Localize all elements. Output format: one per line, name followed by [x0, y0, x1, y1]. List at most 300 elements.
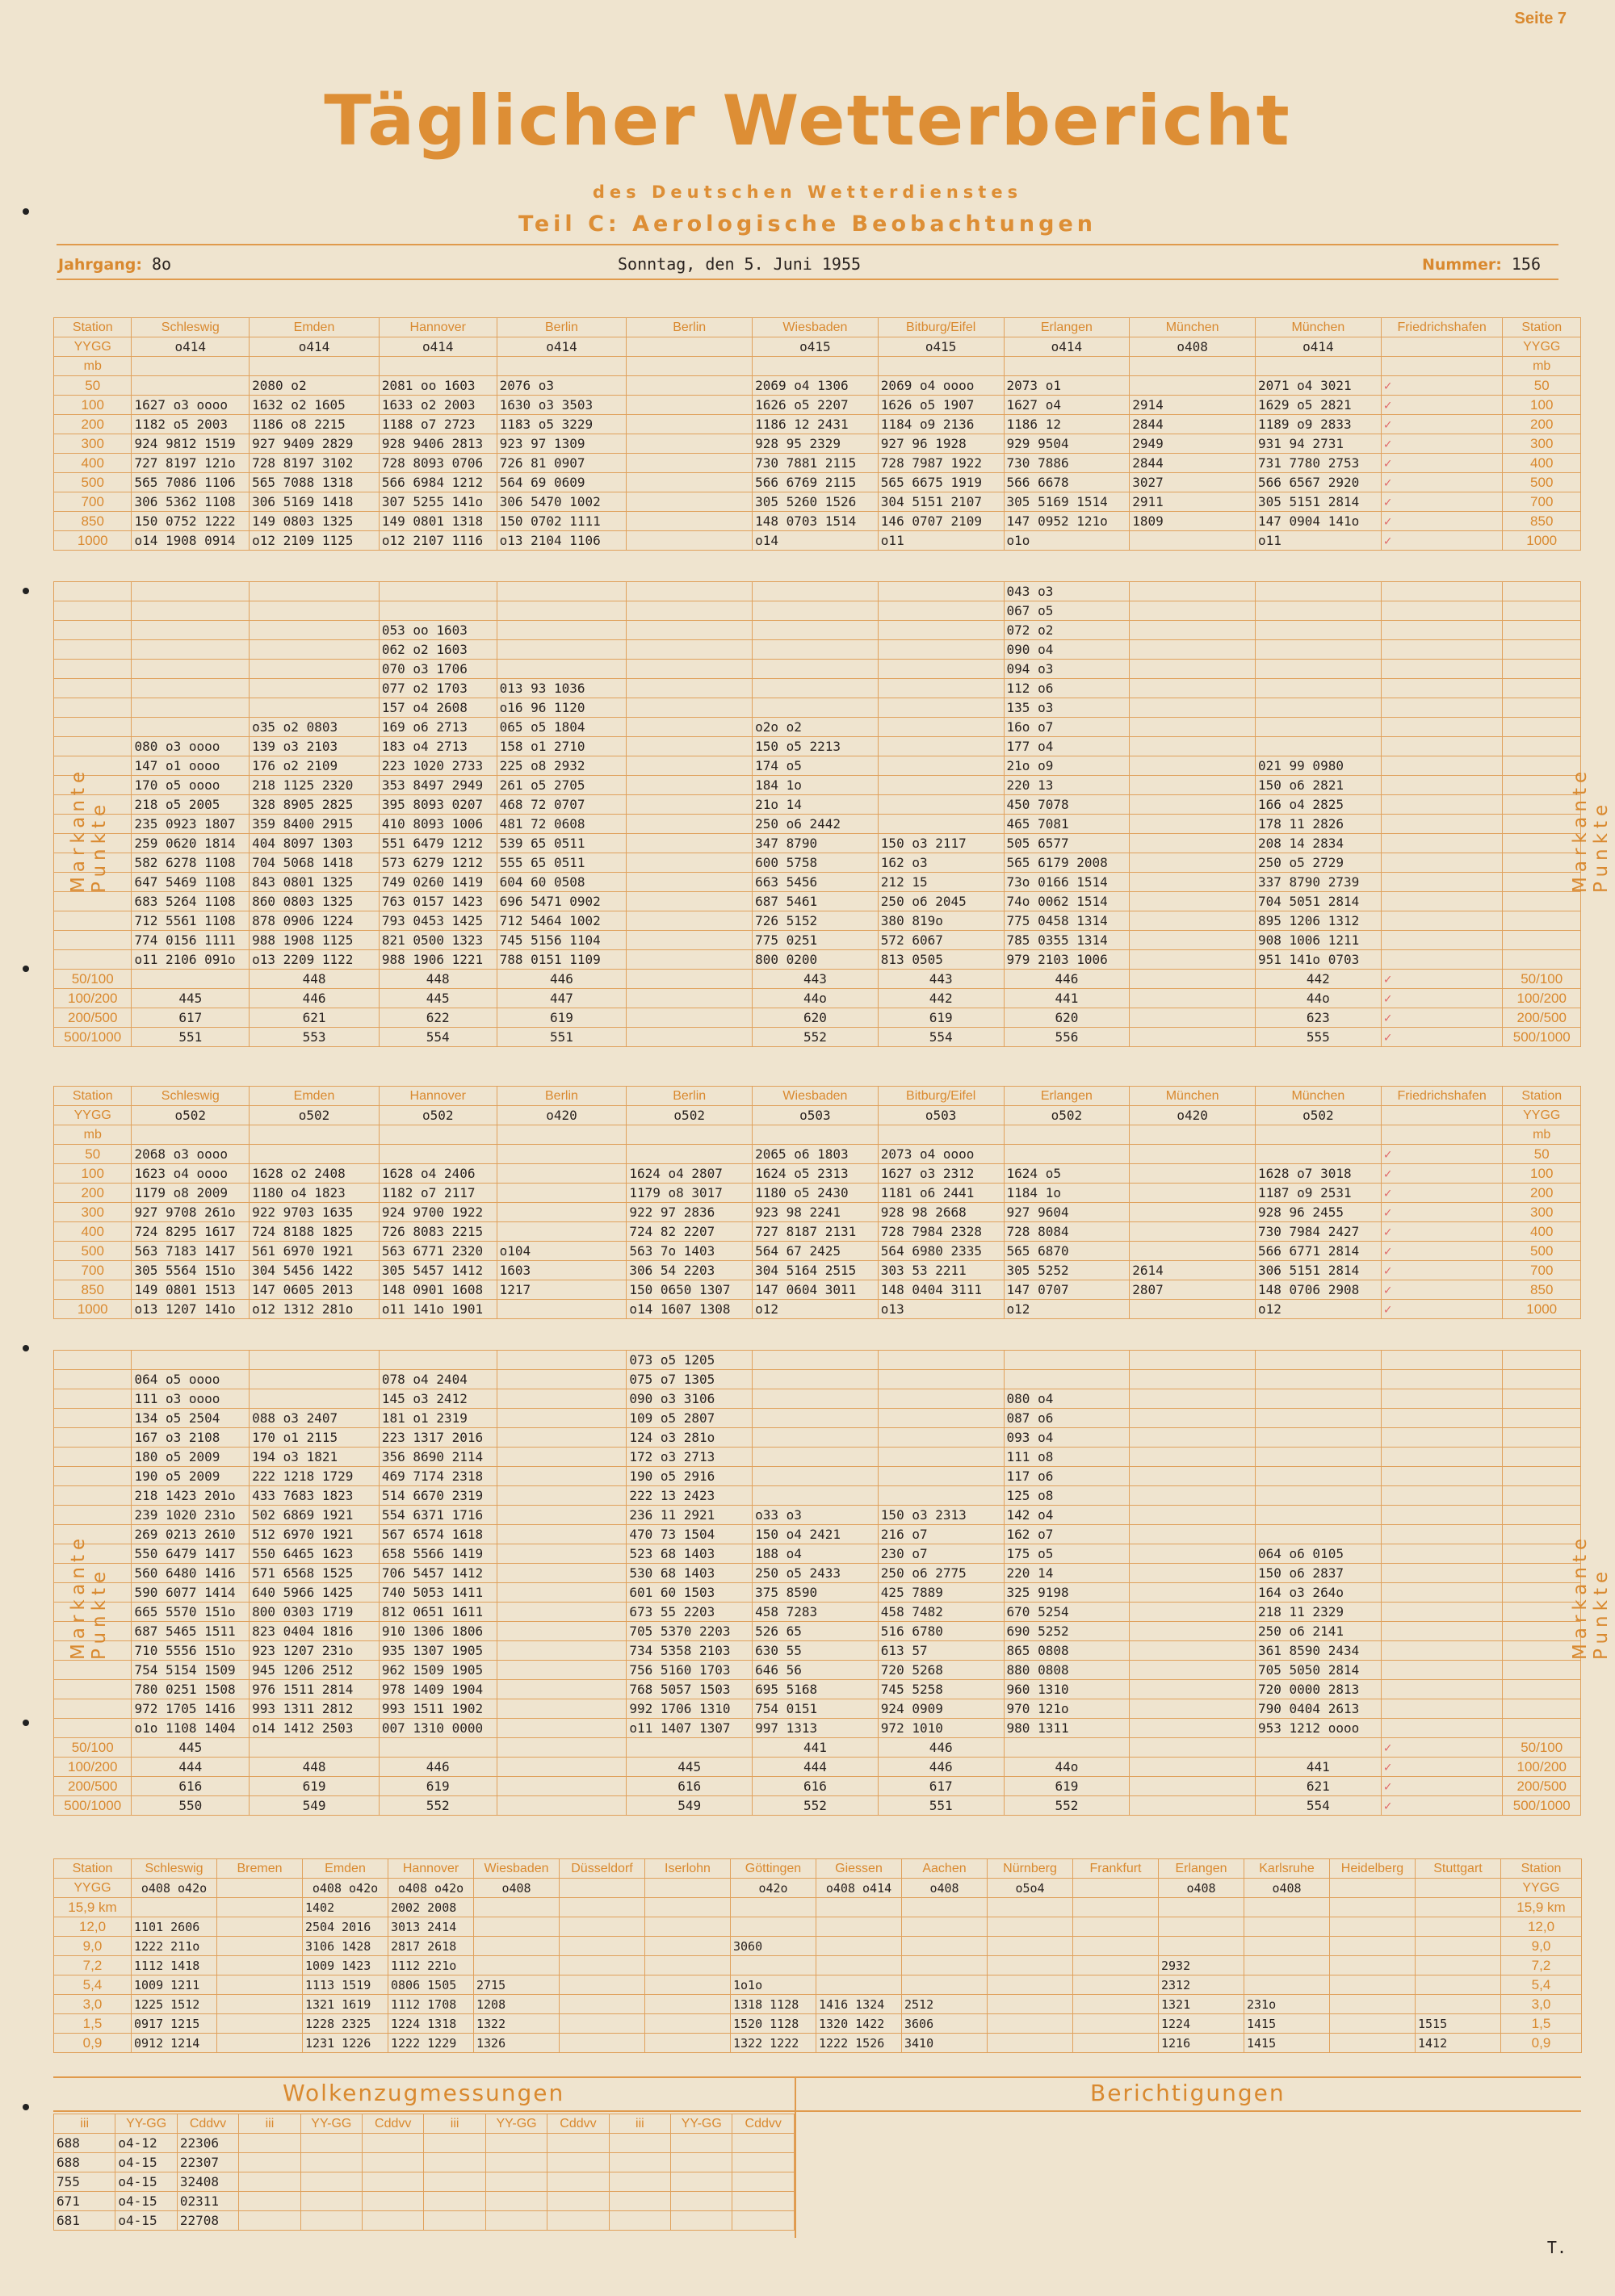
data-cell: 601 60 1503: [627, 1583, 753, 1603]
station-time: o502: [132, 1106, 250, 1125]
data-cell: 754 0151: [753, 1699, 879, 1719]
data-cell: [627, 454, 753, 473]
data-cell: [497, 1583, 627, 1603]
summary-cell: 441: [753, 1738, 879, 1758]
data-cell: 970 121o: [1004, 1699, 1130, 1719]
wolken-header: Cddvv: [732, 2114, 795, 2134]
summary-cell: 616: [753, 1777, 879, 1796]
station-time: o414: [1256, 337, 1382, 357]
data-cell: 1222 1526: [816, 2034, 902, 2053]
data-cell: 1632 o2 1605: [250, 396, 380, 415]
table-row: [54, 776, 1581, 795]
data-cell: 194 o3 1821: [250, 1448, 380, 1467]
empty-cell: [671, 2211, 732, 2231]
data-cell: 180 o5 2009: [132, 1448, 250, 1467]
station-name: Berlin: [497, 318, 627, 337]
empty-cell: [732, 2192, 795, 2211]
data-cell: [1130, 1409, 1256, 1428]
data-cell: [753, 698, 879, 718]
summary-cell: [627, 1008, 753, 1028]
data-cell: 860 0803 1325: [250, 892, 380, 911]
station-time: o502: [250, 1106, 380, 1125]
yygg-header: YYGG: [1501, 1879, 1582, 1898]
data-cell: [878, 621, 1004, 640]
data-cell: 630 55: [753, 1641, 879, 1661]
data-cell: 1624 o4 2807: [627, 1164, 753, 1184]
level-label: 400: [1503, 454, 1581, 473]
data-cell: 561 6970 1921: [250, 1242, 380, 1261]
subheader: [497, 1125, 627, 1145]
data-cell: [497, 1184, 627, 1203]
data-cell: [753, 1351, 879, 1370]
data-cell: 1416 1324: [816, 1995, 902, 2014]
data-cell: 997 1313: [753, 1719, 879, 1738]
side-cell: [1503, 582, 1581, 601]
data-cell: 306 5470 1002: [497, 492, 627, 512]
data-cell: [753, 1389, 879, 1409]
summary-label: 50/100: [54, 1738, 132, 1758]
data-cell: o11 1407 1307: [627, 1719, 753, 1738]
data-cell: 1627 o3 oooo: [132, 396, 250, 415]
empty-cell: [485, 2153, 547, 2172]
data-cell: [645, 1995, 731, 2014]
data-cell: 673 55 2203: [627, 1603, 753, 1622]
data-cell: [379, 1145, 497, 1164]
station-time: o414: [132, 337, 250, 357]
level-label: 200: [54, 1184, 132, 1203]
data-cell: 150 o4 2421: [753, 1525, 879, 1544]
station-name: München: [1256, 1087, 1382, 1106]
data-cell: 078 o4 2404: [379, 1370, 497, 1389]
data-cell: [816, 1937, 902, 1956]
data-cell: 22307: [177, 2153, 238, 2172]
station-name: Hannover: [379, 318, 497, 337]
summary-cell: 620: [1004, 1008, 1130, 1028]
data-cell: 250 o6 2045: [878, 892, 1004, 911]
data-cell: [627, 660, 753, 679]
data-cell: 962 1509 1905: [379, 1661, 497, 1680]
station-name: Stuttgart: [1416, 1859, 1501, 1879]
data-cell: 563 7o 1403: [627, 1242, 753, 1261]
data-cell: [497, 1506, 627, 1525]
data-cell: [1256, 737, 1382, 756]
data-cell: [627, 698, 753, 718]
data-cell: o12 1312 281o: [250, 1300, 380, 1319]
data-cell: 927 9708 261o: [132, 1203, 250, 1222]
data-cell: 32408: [177, 2172, 238, 2192]
data-cell: 2512: [902, 1995, 988, 2014]
data-cell: [1256, 1370, 1382, 1389]
data-cell: 22708: [177, 2211, 238, 2231]
side-cell: [54, 911, 132, 931]
summary-cell: 550: [132, 1796, 250, 1816]
data-cell: [627, 621, 753, 640]
summary-cell: [497, 1758, 627, 1777]
data-cell: 135 o3: [1004, 698, 1130, 718]
summary-label: 100/200: [1503, 1758, 1581, 1777]
summary-cell: 442: [878, 989, 1004, 1008]
data-cell: 1112 1708: [388, 1995, 474, 2014]
empty-cell: [671, 2192, 732, 2211]
wolken-table: [53, 2114, 795, 2231]
wolken-header: YY-GG: [485, 2114, 547, 2134]
data-cell: 353 8497 2949: [379, 776, 497, 795]
data-cell: 571 6568 1525: [250, 1564, 380, 1583]
level-label: 850: [1503, 512, 1581, 531]
data-cell: 813 0505: [878, 950, 1004, 970]
data-cell: [627, 834, 753, 853]
data-cell: 21o 14: [753, 795, 879, 815]
data-cell: 523 68 1403: [627, 1544, 753, 1564]
station-time: o502: [1004, 1106, 1130, 1125]
data-cell: o35 o2 0803: [250, 718, 380, 737]
data-cell: 162 o3: [878, 853, 1004, 873]
data-cell: 433 7683 1823: [250, 1486, 380, 1506]
empty-cell: [300, 2172, 362, 2192]
data-cell: 3606: [902, 2014, 988, 2034]
subheader: [250, 1125, 380, 1145]
station-name: Wiesbaden: [753, 318, 879, 337]
data-cell: 1224 1318: [388, 2014, 474, 2034]
data-cell: [1130, 1428, 1256, 1448]
table-row: [54, 1467, 1581, 1486]
data-cell: 220 13: [1004, 776, 1130, 795]
data-cell: 1628 o4 2406: [379, 1164, 497, 1184]
berichtigungen-title: Berichtigungen: [1090, 2080, 1286, 2106]
data-cell: o12 2109 1125: [250, 531, 380, 551]
check-cell: [1381, 950, 1503, 970]
data-cell: 216 o7: [878, 1525, 1004, 1544]
data-cell: 690 5252: [1004, 1622, 1130, 1641]
empty-cell: [239, 2153, 300, 2172]
data-cell: [497, 582, 627, 601]
data-cell: 1228 2325: [303, 2014, 388, 2034]
data-cell: 555 65 0511: [497, 853, 627, 873]
station-time: o408: [1159, 1879, 1244, 1898]
data-cell: 305 5252: [1004, 1261, 1130, 1280]
data-cell: [560, 1995, 645, 2014]
empty-cell: [609, 2192, 670, 2211]
data-cell: [250, 1351, 380, 1370]
data-cell: 3027: [1130, 473, 1256, 492]
wolken-header: iii: [54, 2114, 115, 2134]
empty-cell: [609, 2172, 670, 2192]
nummer: [1422, 254, 1541, 274]
data-cell: 600 5758: [753, 853, 879, 873]
data-cell: [497, 640, 627, 660]
summary-cell: 445: [132, 1738, 250, 1758]
data-cell: 167 o3 2108: [132, 1428, 250, 1448]
level-label: 1000: [1503, 531, 1581, 551]
mb-header: mb: [54, 357, 132, 376]
data-cell: 573 6279 1212: [379, 853, 497, 873]
data-cell: 566 6678: [1004, 473, 1130, 492]
data-cell: [132, 698, 250, 718]
data-cell: [474, 1917, 560, 1937]
data-cell: 183 o4 2713: [379, 737, 497, 756]
data-cell: 712 5561 1108: [132, 911, 250, 931]
summary-cell: [497, 1738, 627, 1758]
station-name: München: [1130, 1087, 1256, 1106]
check-mark: ✓: [1381, 492, 1503, 512]
level-label: 1000: [54, 531, 132, 551]
data-cell: 1326: [474, 2034, 560, 2053]
subheader: [250, 357, 380, 376]
level-label: 500: [54, 473, 132, 492]
data-cell: 688: [54, 2134, 115, 2153]
data-cell: [753, 582, 879, 601]
yygg-header: YYGG: [1503, 337, 1581, 357]
table-row: [54, 357, 1581, 376]
summary-cell: 552: [1004, 1796, 1130, 1816]
data-cell: 269 0213 2610: [132, 1525, 250, 1544]
data-cell: 166 o4 2825: [1256, 795, 1382, 815]
data-cell: 458 7482: [878, 1603, 1004, 1622]
data-cell: 1320 1422: [816, 2014, 902, 2034]
level-label: 5,4: [1501, 1975, 1582, 1995]
data-cell: 307 5255 141o: [379, 492, 497, 512]
data-cell: 953 1212 oooo: [1256, 1719, 1382, 1738]
data-cell: [560, 1937, 645, 1956]
empty-cell: [609, 2153, 670, 2172]
level-label: 850: [54, 512, 132, 531]
check-cell: [1381, 815, 1503, 834]
data-cell: [627, 376, 753, 396]
check-mark: ✓: [1381, 1008, 1503, 1028]
data-cell: 763 0157 1423: [379, 892, 497, 911]
check-mark: ✓: [1381, 473, 1503, 492]
level-label: 0,9: [1501, 2034, 1582, 2053]
check-cell: [1381, 1370, 1503, 1389]
data-cell: [816, 1898, 902, 1917]
data-cell: 565 6870: [1004, 1242, 1130, 1261]
level-label: 7,2: [54, 1956, 132, 1975]
data-cell: [497, 1699, 627, 1719]
data-cell: [816, 1956, 902, 1975]
data-cell: [627, 931, 753, 950]
table-row: [54, 911, 1581, 931]
data-cell: 980 1311: [1004, 1719, 1130, 1738]
subheader: [497, 357, 627, 376]
station-header: Station: [54, 1087, 132, 1106]
data-cell: [1130, 1661, 1256, 1680]
data-cell: 2715: [474, 1975, 560, 1995]
data-cell: [988, 1917, 1073, 1937]
table-row: [54, 970, 1581, 989]
data-cell: 134 o5 2504: [132, 1409, 250, 1428]
table-row: [54, 1859, 1582, 1879]
punch-hole: [23, 1720, 29, 1726]
data-cell: [1159, 1937, 1244, 1956]
data-cell: 395 8093 0207: [379, 795, 497, 815]
table-row: [54, 1145, 1581, 1164]
data-cell: 727 8197 121o: [132, 454, 250, 473]
empty-cell: [485, 2192, 547, 2211]
data-cell: 728 7987 1922: [878, 454, 1004, 473]
data-cell: 3410: [902, 2034, 988, 2053]
data-cell: [753, 1486, 879, 1506]
data-cell: [902, 1917, 988, 1937]
table-row: [54, 795, 1581, 815]
station-name: Heidelberg: [1330, 1859, 1416, 1879]
data-cell: [1130, 911, 1256, 931]
summary-cell: [497, 1777, 627, 1796]
data-cell: 2069 o4 1306: [753, 376, 879, 396]
check-cell: [1381, 1428, 1503, 1448]
summary-cell: 444: [753, 1758, 879, 1777]
check-mark: ✓: [1381, 989, 1503, 1008]
table-row: [54, 1583, 1581, 1603]
data-cell: 927 9409 2829: [250, 434, 380, 454]
data-cell: [1130, 1164, 1256, 1184]
data-cell: 704 5051 2814: [1256, 892, 1382, 911]
data-cell: o11: [1256, 531, 1382, 551]
data-cell: [1416, 1898, 1501, 1917]
empty-cell: [609, 2134, 670, 2153]
table-row: [54, 2153, 795, 2172]
data-cell: 554 6371 1716: [379, 1506, 497, 1525]
station-time: o420: [497, 1106, 627, 1125]
data-cell: [1256, 582, 1382, 601]
data-cell: [1130, 1389, 1256, 1409]
data-cell: 993 1311 2812: [250, 1699, 380, 1719]
table-row: [54, 1758, 1581, 1777]
summary-cell: 553: [250, 1028, 380, 1047]
data-cell: [816, 1917, 902, 1937]
data-cell: 124 o3 281o: [627, 1428, 753, 1448]
check-mark: ✓: [1381, 512, 1503, 531]
check-mark: ✓: [1381, 415, 1503, 434]
data-cell: 727 8187 2131: [753, 1222, 879, 1242]
data-cell: [497, 1145, 627, 1164]
station-header: Station: [54, 1859, 132, 1879]
check-cell: [1381, 1583, 1503, 1603]
summary-cell: 622: [379, 1008, 497, 1028]
data-cell: 688: [54, 2153, 115, 2172]
data-cell: [132, 621, 250, 640]
data-cell: 726 8083 2215: [379, 1222, 497, 1242]
data-cell: 150 0650 1307: [627, 1280, 753, 1300]
level-label: 1,5: [54, 2014, 132, 2034]
summary-label: 100/200: [54, 989, 132, 1008]
data-cell: 013 93 1036: [497, 679, 627, 698]
table-row: [54, 1917, 1582, 1937]
check-mark: ✓: [1381, 1261, 1503, 1280]
data-cell: 261 o5 2705: [497, 776, 627, 795]
side-cell: [54, 1351, 132, 1370]
data-cell: 745 5258: [878, 1680, 1004, 1699]
check-cell: [1381, 1486, 1503, 1506]
data-cell: 724 82 2207: [627, 1222, 753, 1242]
station-name: Friedrichshafen: [1381, 1087, 1503, 1106]
station-header: Station: [1503, 318, 1581, 337]
data-cell: 164 o3 264o: [1256, 1583, 1382, 1603]
summary-label: 50/100: [1503, 970, 1581, 989]
data-cell: 613 57: [878, 1641, 1004, 1661]
data-cell: 080 o4: [1004, 1389, 1130, 1409]
station-time: o408: [1244, 1879, 1330, 1898]
station-name: Karlsruhe: [1244, 1859, 1330, 1879]
data-cell: 304 5456 1422: [250, 1261, 380, 1280]
data-cell: [1130, 582, 1256, 601]
data-cell: [753, 660, 879, 679]
wolken-header: YY-GG: [115, 2114, 177, 2134]
header-rule: [57, 279, 1558, 280]
data-cell: [1256, 640, 1382, 660]
table-row: [54, 1087, 1581, 1106]
station-name: Iserlohn: [645, 1859, 731, 1879]
table-row: [54, 1699, 1581, 1719]
summary-cell: 554: [878, 1028, 1004, 1047]
data-cell: [878, 737, 1004, 756]
data-cell: 169 o6 2713: [379, 718, 497, 737]
data-cell: 924 9700 1922: [379, 1203, 497, 1222]
data-cell: 731 7780 2753: [1256, 454, 1382, 473]
data-cell: [988, 1975, 1073, 1995]
data-cell: [1130, 1145, 1256, 1164]
data-cell: 1222 211o: [132, 1937, 217, 1956]
data-cell: 924 9812 1519: [132, 434, 250, 454]
table-row: [54, 756, 1581, 776]
data-cell: [627, 737, 753, 756]
side-cell: [54, 1389, 132, 1409]
level-label: 700: [1503, 1261, 1581, 1280]
data-cell: [627, 473, 753, 492]
ascent-table-2: [53, 1086, 1581, 1319]
data-cell: [1130, 853, 1256, 873]
data-cell: 928 96 2455: [1256, 1203, 1382, 1222]
table-row: [54, 582, 1581, 601]
side-cell: [54, 679, 132, 698]
data-cell: [1130, 1641, 1256, 1661]
data-cell: 1189 o9 2833: [1256, 415, 1382, 434]
data-cell: 550 6479 1417: [132, 1544, 250, 1564]
level-label: 850: [1503, 1280, 1581, 1300]
station-name: Erlangen: [1004, 1087, 1130, 1106]
empty-cell: [547, 2172, 609, 2192]
summary-cell: 551: [878, 1796, 1004, 1816]
level-label: 700: [1503, 492, 1581, 512]
data-cell: [645, 2014, 731, 2034]
empty-cell: [239, 2211, 300, 2231]
check-mark: ✓: [1381, 1777, 1503, 1796]
check-mark: ✓: [1381, 1280, 1503, 1300]
data-cell: o1o 1108 1404: [132, 1719, 250, 1738]
section-rule: [53, 2076, 1581, 2078]
summary-label: 500/1000: [54, 1028, 132, 1047]
check-cell: [1381, 1622, 1503, 1641]
data-cell: 470 73 1504: [627, 1525, 753, 1544]
subheader: [878, 357, 1004, 376]
data-cell: 565 7086 1106: [132, 473, 250, 492]
data-cell: 145 o3 2412: [379, 1389, 497, 1409]
check-cell: [1381, 660, 1503, 679]
data-cell: [1256, 679, 1382, 698]
data-cell: 148 0703 1514: [753, 512, 879, 531]
data-cell: [250, 1370, 380, 1389]
table-row: [54, 1738, 1581, 1758]
station-time: [645, 1879, 731, 1898]
data-cell: 843 0801 1325: [250, 873, 380, 892]
station-time: o5o4: [988, 1879, 1073, 1898]
data-cell: 218 o5 2005: [132, 795, 250, 815]
data-cell: 1112 221o: [388, 1956, 474, 1975]
data-cell: [1130, 601, 1256, 621]
table-row: [54, 1898, 1582, 1917]
station-name: Friedrichshafen: [1381, 318, 1503, 337]
summary-label: 200/500: [1503, 1008, 1581, 1028]
data-cell: [217, 1995, 303, 2014]
